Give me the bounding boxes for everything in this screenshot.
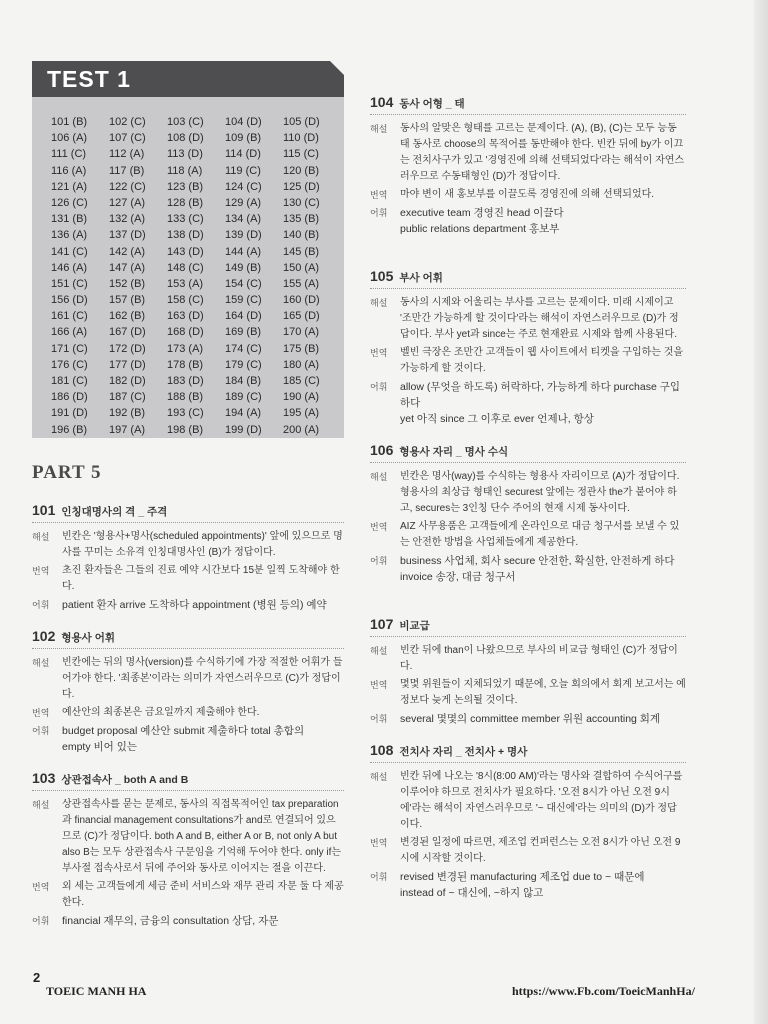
answer-row (51, 391, 344, 407)
answer-cell: 179 (C) (225, 358, 262, 371)
translation-label: 번역 (370, 190, 388, 200)
answer-cell: 183 (D) (167, 375, 204, 387)
translation-text: 예산안의 최종본은 금요일까지 제출해야 한다. (62, 707, 260, 718)
answer-cell: 103 (C) (167, 116, 204, 128)
answer-cell: 152 (B) (109, 277, 146, 290)
question-number: 106 (370, 442, 394, 458)
answer-cell: 156 (D) (51, 294, 88, 307)
translation-label: 번역 (370, 838, 388, 848)
explanation-text: 빈칸 뒤에 than이 나왔으므로 부사의 비교급 형태인 (C)가 정답이다. (400, 645, 678, 672)
answer-cell: 157 (B) (109, 294, 146, 307)
answer-cell: 158 (C) (167, 294, 204, 307)
question-106 (370, 442, 686, 587)
question-number: 107 (370, 616, 394, 632)
answer-cell: 163 (D) (167, 310, 204, 323)
answer-cell: 126 (C) (51, 196, 88, 209)
vocabulary-text: financial 재무의, 금융의 consultation 상담, 자문 (62, 915, 279, 927)
answer-cell: 117 (B) (109, 164, 145, 177)
answer-cell: 185 (C) (283, 375, 320, 387)
answer-cell: 192 (B) (109, 407, 146, 420)
explanation-text: 동사의 시제와 어울리는 부사를 고르는 문제이다. 미래 시제이고 '조만간 가능하게 할 것이다'라는 해석이 자연스러우므로 (D)가 정답이다. 부사 yet과 since는 주로 현재완료 시제와 함께 사용된다. (400, 297, 679, 340)
question-number: 101 (32, 502, 56, 518)
answer-cell: 124 (C) (225, 180, 262, 193)
answer-cell: 132 (A) (109, 213, 146, 226)
answer-cell: 119 (C) (225, 164, 261, 177)
answer-cell: 125 (D) (283, 180, 320, 193)
answer-cell: 166 (A) (51, 326, 88, 339)
answer-cell: 165 (D) (283, 310, 320, 323)
answer-cell: 170 (A) (283, 326, 320, 339)
answer-cell: 139 (D) (225, 229, 262, 242)
answer-cell: 130 (C) (283, 196, 320, 209)
vocabulary-text-2: public relations department 홍보부 (400, 223, 560, 235)
answer-cell: 151 (C) (51, 277, 88, 290)
translation-text: 벨빈 극장은 조만간 고객들이 웹 사이트에서 티켓을 구입하는 것을 가능하게 할 것이다. (400, 347, 684, 374)
explanation-text: 빈칸은 '형용사+명사(scheduled appointments)' 앞에 있으므로 명사를 꾸미는 소유격 인칭대명사인 (B)가 정답이다. (62, 531, 343, 558)
answer-cell: 182 (D) (109, 375, 146, 387)
vocabulary-text: revised 변경된 manufacturing 제조업 due to ~ 때문에 (400, 871, 645, 883)
vocabulary-label: 어휘 (370, 872, 388, 882)
question-number: 102 (32, 628, 56, 644)
answer-cell: 121 (A) (51, 180, 88, 193)
question-105 (370, 268, 686, 429)
question-101 (32, 502, 344, 615)
question-104 (370, 94, 686, 239)
answer-row (51, 326, 344, 342)
answer-row (51, 262, 344, 278)
part-heading: PART 5 (32, 462, 102, 483)
vocabulary-label: 어휘 (32, 726, 50, 736)
test-title-banner (32, 61, 344, 97)
answer-cell: 107 (C) (109, 132, 146, 145)
answer-cell: 101 (B) (51, 116, 88, 128)
answer-row (51, 294, 344, 310)
answer-cell: 146 (A) (51, 261, 88, 274)
answer-cell: 173 (A) (167, 342, 204, 355)
question-title: 부사 어휘 (399, 272, 443, 284)
answer-key-grid (32, 97, 344, 438)
translation-label: 번역 (32, 566, 50, 576)
answer-cell: 131 (B) (51, 213, 88, 226)
answer-cell: 102 (C) (109, 116, 146, 128)
answer-row (51, 343, 344, 359)
answer-cell: 147 (A) (109, 261, 146, 274)
answer-cell: 171 (C) (51, 342, 88, 355)
answer-row (51, 375, 344, 391)
answer-cell: 178 (B) (167, 358, 204, 371)
answer-row (51, 132, 344, 148)
answer-cell: 134 (A) (225, 213, 262, 226)
answer-cell: 106 (A) (51, 132, 88, 145)
question-title: 상관접속사 _ both A and B (61, 774, 189, 786)
answer-row (51, 197, 344, 213)
translation-label: 번역 (32, 882, 50, 892)
answer-cell: 200 (A) (283, 423, 320, 436)
explanation-label: 해설 (370, 298, 388, 308)
answer-cell: 172 (D) (109, 342, 146, 355)
vocabulary-label: 어휘 (370, 382, 388, 392)
page-number: 2 (33, 970, 41, 985)
answer-row (51, 278, 344, 294)
vocabulary-text: several 몇몇의 committee member 위원 accounting 회계 (400, 713, 661, 725)
answer-cell: 128 (B) (167, 196, 204, 209)
vocabulary-text-2: yet 아직 since 그 이후로 ever 언제나, 항상 (400, 413, 594, 425)
page-edge (754, 0, 768, 1024)
answer-cell: 167 (D) (109, 326, 146, 339)
answer-cell: 114 (D) (225, 148, 261, 161)
answer-cell: 142 (A) (109, 245, 146, 258)
explanation-text: 빈칸 뒤에 나오는 '8시(8:00 AM)'라는 명사와 결합하여 수식어구를 이루어야 하므로 전치사가 필요하다. '오전 8시가 아닌 오전 9시에'라는 해석이 자연스러우므로 '~ 대신에'라는 의미의 (D)가 정답이다. (400, 771, 683, 830)
answer-row (51, 246, 344, 262)
translation-label: 번역 (370, 522, 388, 532)
explanation-label: 해설 (32, 800, 50, 810)
translation-text: AIZ 사무용품은 고객들에게 온라인으로 대금 청구서를 보낼 수 있는 안전한 방법을 사업체들에게 제공한다. (400, 521, 680, 548)
explanation-label: 해설 (370, 124, 388, 134)
translation-text: 변경된 일정에 따르면, 제조업 컨퍼런스는 오전 8시가 아닌 오전 9시에 시작할 것이다. (400, 837, 681, 864)
answer-cell: 145 (B) (283, 245, 320, 258)
answer-cell: 138 (D) (167, 229, 204, 242)
vocabulary-label: 어휘 (32, 916, 50, 926)
answer-row (51, 424, 344, 440)
question-number: 105 (370, 268, 394, 284)
explanation-text: 빈칸은 명사(way)를 수식하는 형용사 자리이므로 (A)가 정답이다. 형용사의 최상급 형태인 securest 앞에는 정관사 the가 붙어야 하고, secures는 3인칭 단수 주어의 현재 시제 동사이다. (400, 471, 680, 514)
footer-url[interactable]: https://www.Fb.com/ToeicManhHa/ (512, 984, 695, 998)
answer-cell: 164 (D) (225, 310, 262, 323)
explanation-text: 동사의 알맞은 형태를 고르는 문제이다. (A), (B), (C)는 모두 능동태 동사로 choose의 목적어를 동반해야 한다. 빈칸 뒤에 by가 이끄는 전치사구가 있고 '경영진에 의해 선택되었다'라는 해석이 자연스러우므로 수동태형인 (D)가 정답이다. (400, 123, 685, 182)
answer-cell: 122 (C) (109, 180, 146, 193)
question-title: 형용사 어휘 (61, 632, 115, 644)
explanation-text: 상관접속사를 묻는 문제로, 동사의 직접목적어인 tax preparation과 financial management consultations가 and로 연결되어 있으므로 (C)가 정답이다. both A and B, either A or B, not only A but also B는 모두 상관접속사 구문임을 기억해 두어야 한다. only if는 부사절 접속사로서 뒤에 주어와 동사로 이어지는 절을 이끈다. (62, 799, 342, 874)
vocabulary-label: 어휘 (370, 714, 388, 724)
translation-text: 외 세는 고객들에게 세금 준비 서비스와 재무 관리 자문 둘 다 제공한다. (62, 881, 344, 908)
answer-row (51, 359, 344, 375)
answer-cell: 169 (B) (225, 326, 262, 339)
answer-row (51, 229, 344, 245)
answer-cell: 194 (A) (225, 407, 262, 420)
answer-cell: 148 (C) (167, 261, 204, 274)
answer-cell: 188 (B) (167, 391, 204, 404)
vocabulary-text: allow (무엇을 하도록) 허락하다, 가능하게 하다 purchase 구입하다 (400, 381, 681, 409)
answer-row (51, 213, 344, 229)
answer-cell: 110 (D) (283, 132, 319, 145)
answer-cell: 118 (A) (167, 164, 203, 177)
answer-cell: 198 (B) (167, 423, 204, 436)
answer-cell: 112 (A) (109, 148, 145, 161)
answer-cell: 195 (A) (283, 407, 320, 420)
answer-cell: 108 (D) (167, 132, 204, 145)
test-title: TEST 1 (47, 66, 131, 92)
answer-cell: 190 (A) (283, 391, 320, 404)
answer-cell: 150 (A) (283, 261, 320, 274)
answer-row (51, 181, 344, 197)
answer-cell: 177 (D) (109, 358, 146, 371)
answer-cell: 196 (B) (51, 423, 88, 436)
answer-cell: 155 (A) (283, 277, 320, 290)
translation-label: 번역 (370, 348, 388, 358)
answer-cell: 120 (B) (283, 164, 320, 177)
vocabulary-text: patient 환자 arrive 도착하다 appointment (병원 등의) 예약 (62, 599, 327, 611)
question-number: 108 (370, 742, 394, 758)
answer-cell: 123 (B) (167, 180, 204, 193)
answer-cell: 168 (D) (167, 326, 204, 339)
answer-cell: 115 (C) (283, 148, 319, 161)
answer-row (51, 165, 344, 181)
vocabulary-text-2: empty 비어 있는 (62, 741, 137, 753)
question-title: 동사 어형 _ 태 (399, 98, 465, 110)
answer-cell: 187 (C) (109, 391, 146, 404)
answer-cell: 144 (A) (225, 245, 262, 258)
question-title: 형용사 자리 _ 명사 수식 (399, 446, 509, 458)
answer-cell: 154 (C) (225, 277, 262, 290)
answer-cell: 143 (D) (167, 245, 204, 258)
vocabulary-label: 어휘 (370, 208, 388, 218)
answer-cell: 113 (D) (167, 148, 203, 161)
explanation-text: 빈칸에는 뒤의 명사(version)를 수식하기에 가장 적절한 어휘가 들어가야 한다. '최종본'이라는 의미가 자연스러우므로 (C)가 정답이다. (62, 657, 343, 700)
answer-row (51, 310, 344, 326)
answer-row (51, 407, 344, 423)
answer-cell: 136 (A) (51, 229, 88, 242)
answer-cell: 141 (C) (51, 245, 88, 258)
answer-cell: 109 (B) (225, 132, 262, 145)
answer-cell: 149 (B) (225, 261, 262, 274)
answer-cell: 199 (D) (225, 423, 262, 436)
answer-row (51, 116, 344, 132)
answer-cell: 160 (D) (283, 294, 320, 307)
answer-cell: 137 (D) (109, 229, 146, 242)
question-title: 비교급 (399, 620, 430, 632)
answer-cell: 174 (C) (225, 342, 262, 355)
question-103 (32, 770, 344, 931)
banner-notch (330, 61, 344, 75)
translation-text: 몇몇 위원들이 지체되었기 때문에, 오늘 회의에서 회계 보고서는 예정보다 늦게 논의될 것이다. (400, 679, 686, 706)
answer-cell: 153 (A) (167, 277, 204, 290)
answer-cell: 104 (D) (225, 116, 262, 128)
answer-cell: 181 (C) (51, 375, 88, 387)
explanation-label: 해설 (370, 772, 388, 782)
vocabulary-text: budget proposal 예산안 submit 제출하다 total 총합의 (62, 725, 305, 737)
question-102 (32, 628, 344, 757)
translation-label: 번역 (32, 708, 50, 718)
translation-label: 번역 (370, 680, 388, 690)
explanation-label: 해설 (370, 646, 388, 656)
vocabulary-label: 어휘 (370, 556, 388, 566)
answer-cell: 191 (D) (51, 407, 88, 420)
footer-brand: TOEIC MANH HA (46, 984, 147, 998)
question-number: 104 (370, 94, 394, 110)
answer-cell: 111 (C) (51, 148, 87, 161)
answer-cell: 193 (C) (167, 407, 204, 420)
answer-row (51, 148, 344, 164)
vocabulary-text-2: instead of ~ 대신에, ~하지 않고 (400, 887, 544, 899)
answer-cell: 186 (D) (51, 391, 88, 404)
answer-cell: 189 (C) (225, 391, 262, 404)
question-title: 전치사 자리 _ 전치사 + 명사 (399, 746, 528, 758)
vocabulary-text: business 사업체, 회사 secure 안전한, 확실한, 안전하게 하다 (400, 555, 675, 567)
translation-text: 초진 환자들은 그들의 진료 예약 시간보다 15분 일찍 도착해야 한다. (62, 565, 340, 592)
answer-cell: 127 (A) (109, 196, 146, 209)
vocabulary-label: 어휘 (32, 600, 50, 610)
answer-cell: 116 (A) (51, 164, 87, 177)
answer-cell: 129 (A) (225, 196, 262, 209)
answer-cell: 197 (A) (109, 423, 146, 436)
answer-cell: 175 (B) (283, 342, 320, 355)
question-107 (370, 616, 686, 729)
question-108 (370, 742, 686, 903)
answer-cell: 176 (C) (51, 358, 88, 371)
answer-cell: 140 (B) (283, 229, 320, 242)
answer-cell: 105 (D) (283, 116, 320, 128)
answer-cell: 184 (B) (225, 375, 262, 387)
vocabulary-text-2: invoice 송장, 대금 청구서 (400, 571, 516, 583)
answer-cell: 180 (A) (283, 358, 320, 371)
answer-cell: 161 (C) (51, 310, 88, 323)
explanation-label: 해설 (32, 532, 50, 542)
answer-cell: 135 (B) (283, 213, 320, 226)
question-title: 인칭대명사의 격 _ 주격 (61, 506, 168, 518)
explanation-label: 해설 (370, 472, 388, 482)
answer-cell: 159 (C) (225, 294, 262, 307)
translation-text: 마야 변이 새 홍보부를 이끌도록 경영진에 의해 선택되었다. (400, 189, 655, 200)
answer-cell: 162 (B) (109, 310, 146, 323)
explanation-label: 해설 (32, 658, 50, 668)
answer-cell: 133 (C) (167, 213, 204, 226)
question-number: 103 (32, 770, 56, 786)
vocabulary-text: executive team 경영진 head 이끌다 (400, 207, 564, 219)
